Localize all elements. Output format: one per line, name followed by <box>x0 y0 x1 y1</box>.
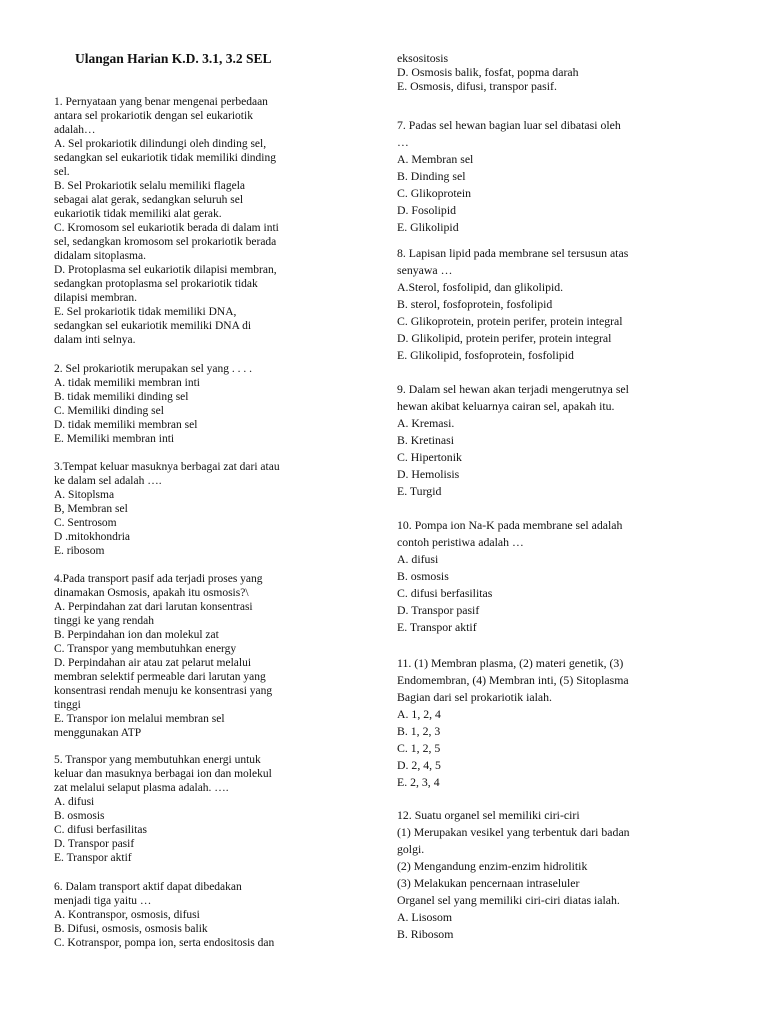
question-line-q4: C. Transpor yang membutuhkan energy <box>54 643 237 655</box>
question-text-q4: 4.Pada transport pasif ada terjadi proses yang <box>54 573 263 585</box>
question-line-q7: A. Membran sel <box>397 152 474 166</box>
question-q7 <box>397 117 727 236</box>
question-line-q1: adalah… <box>54 124 96 136</box>
question-text-q2: 2. Sel prokariotik merupakan sel yang . . . . <box>54 363 253 375</box>
question-q5 <box>54 753 354 865</box>
question-line-q6: A. Kontranspor, osmosis, difusi <box>54 909 200 921</box>
question-line-q10: E. Transpor aktif <box>397 620 477 634</box>
question-line-q4: membran selektif permeable dari larutan yang <box>54 671 266 683</box>
question-line-q6-cont: E. Osmosis, difusi, transpor pasif. <box>397 79 557 93</box>
question-line-q7: B. Dinding sel <box>397 169 466 183</box>
question-text-q1: 1. Pernyataan yang benar mengenai perbedaan <box>54 96 268 108</box>
question-text-q10: 10. Pompa ion Na-K pada membrane sel adalah <box>397 518 623 532</box>
question-line-q9: D. Hemolisis <box>397 467 460 481</box>
question-line-q12: B. Ribosom <box>397 927 454 941</box>
question-line-q1: dalam inti selnya. <box>54 334 136 346</box>
question-q9 <box>397 381 727 500</box>
question-line-q8: A.Sterol, fosfolipid, dan glikolipid. <box>397 280 564 294</box>
question-q11 <box>397 655 727 791</box>
question-line-q7: C. Glikoprotein <box>397 186 472 200</box>
question-line-q9: hewan akibat keluarnya cairan sel, apakah itu. <box>397 399 615 413</box>
question-line-q8: C. Glikoprotein, protein perifer, protein integral <box>397 314 623 328</box>
question-line-q3: ke dalam sel adalah …. <box>54 475 162 487</box>
question-line-q4: menggunakan ATP <box>54 727 142 739</box>
question-text-q7: 7. Padas sel hewan bagian luar sel dibatasi oleh <box>397 118 621 132</box>
question-line-q4: B. Perpindahan ion dan molekul zat <box>54 629 219 641</box>
question-line-q4: A. Perpindahan zat dari larutan konsentrasi <box>54 601 253 613</box>
question-text-q8: 8. Lapisan lipid pada membrane sel tersusun atas <box>397 246 629 260</box>
question-line-q1: sedangkan sel eukariotik tidak memiliki dinding <box>54 152 276 164</box>
question-line-q2: D. tidak memiliki membran sel <box>54 419 198 431</box>
question-line-q1: sel, sedangkan kromosom sel prokariotik berada <box>54 236 277 248</box>
question-line-q10: D. Transpor pasif <box>397 603 480 617</box>
question-line-q12: A. Lisosom <box>397 910 453 924</box>
question-line-q9: C. Hipertonik <box>397 450 462 464</box>
question-line-q10: contoh peristiwa adalah … <box>397 535 524 549</box>
question-line-q12: Organel sel yang memiliki ciri-ciri diatas ialah. <box>397 893 620 907</box>
question-q6-cont <box>397 51 727 93</box>
question-line-q3: A. Sitoplsma <box>54 489 115 501</box>
question-line-q5: D. Transpor pasif <box>54 838 135 850</box>
question-line-q4: tinggi <box>54 699 81 711</box>
question-line-q9: E. Turgid <box>397 484 442 498</box>
question-line-q12: (2) Mengandung enzim-enzim hidrolitik <box>397 859 588 873</box>
question-line-q1: A. Sel prokariotik dilindungi oleh dinding sel, <box>54 138 267 150</box>
question-q8 <box>397 245 727 364</box>
question-line-q5: C. difusi berfasilitas <box>54 824 147 836</box>
question-line-q5: keluar dan masuknya berbagai ion dan molekul <box>54 768 272 780</box>
question-line-q5: E. Transpor aktif <box>54 852 132 864</box>
question-line-q4: D. Perpindahan air atau zat pelarut melalui <box>54 657 252 669</box>
question-line-q8: senyawa … <box>397 263 453 277</box>
question-line-q11: Endomembran, (4) Membran inti, (5) Sitoplasma <box>397 673 629 687</box>
question-line-q7: E. Glikolipid <box>397 220 459 234</box>
question-line-q8: D. Glikolipid, protein perifer, protein integral <box>397 331 612 345</box>
question-line-q12: (1) Merupakan vesikel yang terbentuk dari badan <box>397 825 630 839</box>
question-line-q11: C. 1, 2, 5 <box>397 741 441 755</box>
question-q10 <box>397 517 727 636</box>
question-line-q12: golgi. <box>397 842 425 856</box>
question-line-q9: B. Kretinasi <box>397 433 455 447</box>
question-line-q4: tinggi ke yang rendah <box>54 615 154 627</box>
question-line-q10: B. osmosis <box>397 569 449 583</box>
question-line-q4: dinamakan Osmosis, apakah itu osmosis?\ <box>54 587 249 599</box>
question-line-q8: B. sterol, fosfoprotein, fosfolipid <box>397 297 553 311</box>
question-q1 <box>54 95 354 347</box>
question-line-q1: antara sel prokariotik dengan sel eukariotik <box>54 110 253 122</box>
question-line-q11: Bagian dari sel prokariotik ialah. <box>397 690 552 704</box>
question-line-q8: E. Glikolipid, fosfoprotein, fosfolipid <box>397 348 574 362</box>
question-line-q6: C. Kotranspor, pompa ion, serta endositosis dan <box>54 937 275 949</box>
question-line-q6: menjadi tiga yaitu … <box>54 895 152 907</box>
question-text-q6-cont: eksositosis <box>397 51 449 65</box>
question-line-q5: A. difusi <box>54 796 95 808</box>
question-line-q6-cont: D. Osmosis balik, fosfat, popma darah <box>397 65 579 79</box>
question-line-q2: A. tidak memiliki membran inti <box>54 377 200 389</box>
question-line-q3: C. Sentrosom <box>54 517 117 529</box>
question-q12 <box>397 807 727 943</box>
question-line-q1: B. Sel Prokariotik selalu memiliki flagela <box>54 180 245 192</box>
page-title: Ulangan Harian K.D. 3.1, 3.2 SEL <box>75 51 272 66</box>
question-line-q10: A. difusi <box>397 552 439 566</box>
question-line-q11: E. 2, 3, 4 <box>397 775 440 789</box>
question-line-q11: D. 2, 4, 5 <box>397 758 441 772</box>
question-line-q3: B, Membran sel <box>54 503 128 515</box>
question-line-q12: (3) Melakukan pencernaan intraseluler <box>397 876 580 890</box>
question-text-q5: 5. Transpor yang membutuhkan energi untuk <box>54 754 261 766</box>
question-line-q2: C. Memiliki dinding sel <box>54 405 164 417</box>
question-line-q1: sedangkan sel eukariotik memiliki DNA di <box>54 320 252 332</box>
question-line-q4: E. Transpor ion melalui membran sel <box>54 713 225 725</box>
question-q4 <box>54 572 354 740</box>
question-line-q11: B. 1, 2, 3 <box>397 724 441 738</box>
question-line-q1: sedangkan protoplasma sel prokariotik tidak <box>54 278 258 290</box>
question-line-q1: sebagai alat gerak, sedangkan seluruh sel <box>54 194 244 206</box>
question-line-q7: D. Fosolipid <box>397 203 456 217</box>
question-line-q4: konsentrasi rendah menuju ke konsentrasi yang <box>54 685 273 697</box>
question-line-q11: A. 1, 2, 4 <box>397 707 441 721</box>
question-line-q1: E. Sel prokariotik tidak memiliki DNA, <box>54 306 237 318</box>
question-text-q6: 6. Dalam transport aktif dapat dibedakan <box>54 881 242 893</box>
question-text-q9: 9. Dalam sel hewan akan terjadi mengerutnya sel <box>397 382 629 396</box>
question-line-q5: zat melalui selaput plasma adalah. …. <box>54 782 229 794</box>
question-line-q3: E. ribosom <box>54 545 105 557</box>
question-line-q1: didalam sitoplasma. <box>54 250 146 262</box>
question-line-q1: C. Kromosom sel eukariotik berada di dalam inti <box>54 222 279 234</box>
question-line-q1: D. Protoplasma sel eukariotik dilapisi membran, <box>54 264 277 276</box>
question-line-q1: sel. <box>54 166 70 178</box>
question-q6 <box>54 880 354 950</box>
question-line-q6: B. Difusi, osmosis, osmosis balik <box>54 923 208 935</box>
question-line-q2: B. tidak memiliki dinding sel <box>54 391 189 403</box>
question-line-q1: eukariotik tidak memiliki alat gerak. <box>54 208 222 220</box>
question-line-q7: … <box>397 135 409 149</box>
question-q2 <box>54 362 354 446</box>
question-line-q1: dilapisi membran. <box>54 292 138 304</box>
question-line-q9: A. Kremasi. <box>397 416 455 430</box>
question-text-q3: 3.Tempat keluar masuknya berbagai zat dari atau <box>54 461 280 473</box>
question-line-q10: C. difusi berfasilitas <box>397 586 493 600</box>
question-line-q5: B. osmosis <box>54 810 105 822</box>
question-text-q11: 11. (1) Membran plasma, (2) materi genetik, (3) <box>397 656 624 670</box>
question-line-q2: E. Memiliki membran inti <box>54 433 175 445</box>
question-text-q12: 12. Suatu organel sel memiliki ciri-ciri <box>397 808 580 822</box>
question-line-q3: D .mitokhondria <box>54 531 131 543</box>
question-q3 <box>54 460 354 558</box>
